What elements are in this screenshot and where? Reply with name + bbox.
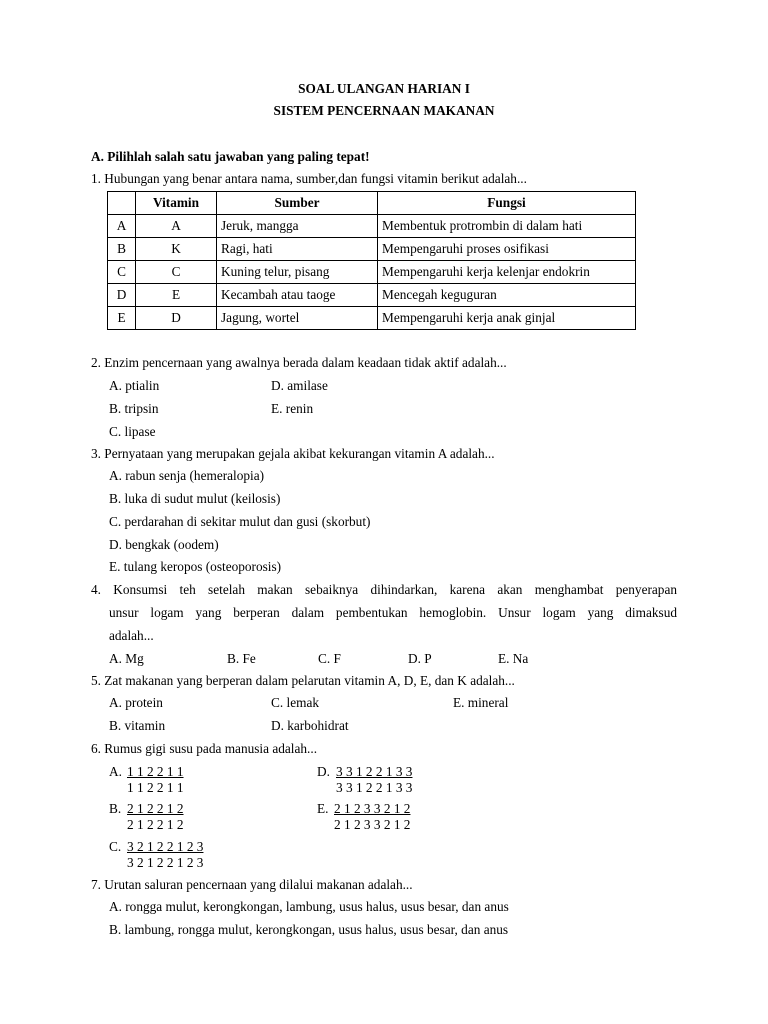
q6-option-c-formula [127, 839, 203, 871]
formula-upper-jaw: 3 2 1 2 2 1 2 3 [127, 839, 204, 854]
q3-option-c: C. perdarahan di sekitar mulut dan gusi (skorbut) [109, 514, 371, 529]
table-cell: E [108, 307, 136, 330]
q6-option-c-label: C. [109, 839, 122, 854]
question-4-line-1: 4. Konsumsi teh setelah makan sebaiknya dihindarkan, karena akan menghambat penyerapan [91, 582, 677, 597]
table-cell: K [136, 238, 217, 261]
table-header-cell: Sumber [217, 192, 378, 215]
table-cell: Jagung, wortel [217, 307, 378, 330]
table-cell: Jeruk, mangga [217, 215, 378, 238]
q2-option-a: A. ptialin [109, 378, 160, 393]
q6-option-d-label: D. [317, 764, 330, 779]
table-cell: A [108, 215, 136, 238]
q6-option-a-label: A. [109, 764, 122, 779]
q4-option-d: D. P [408, 651, 432, 666]
question-1-text: 1. Hubungan yang benar antara nama, sumber,dan fungsi vitamin berikut adalah... [91, 171, 527, 186]
page-title: SOAL ULANGAN HARIAN I [298, 81, 470, 96]
q6-option-e-label: E. [317, 801, 329, 816]
formula-lower-jaw: 2 1 2 3 3 2 1 2 [334, 816, 411, 832]
table-header-row [108, 192, 636, 215]
q3-option-a: A. rabun senja (hemeralopia) [109, 468, 265, 483]
question-7-text: 7. Urutan saluran pencernaan yang dilalui makanan adalah... [91, 877, 413, 892]
q5-option-e: E. mineral [453, 695, 509, 710]
section-a-heading: A. Pilihlah salah satu jawaban yang paling tepat! [91, 149, 370, 164]
q6-option-e-formula [334, 801, 410, 833]
question-4-line-3: adalah... [109, 628, 154, 643]
q3-option-e: E. tulang keropos (osteoporosis) [109, 559, 282, 574]
table-cell: D [108, 284, 136, 307]
question-2-text: 2. Enzim pencernaan yang awalnya berada dalam keadaan tidak aktif adalah... [91, 355, 507, 370]
q2-option-c: C. lipase [109, 424, 156, 439]
table-cell: C [136, 261, 217, 284]
formula-lower-jaw: 3 3 1 2 2 1 3 3 [336, 779, 413, 795]
question-4-line-2: unsur logam yang berperan dalam pembentukan hemoglobin. Unsur logam yang dimaksud [109, 605, 677, 620]
formula-upper-jaw: 2 1 2 3 3 2 1 2 [334, 801, 411, 816]
page-subtitle: SISTEM PENCERNAAN MAKANAN [273, 103, 495, 118]
table-cell: E [136, 284, 217, 307]
formula-lower-jaw: 3 2 1 2 2 1 2 3 [127, 854, 204, 870]
q2-option-d: D. amilase [271, 378, 328, 393]
question-3-text: 3. Pernyataan yang merupakan gejala akibat kekurangan vitamin A adalah... [91, 446, 495, 461]
table-cell: Mencegah keguguran [378, 284, 636, 307]
q4-option-c: C. F [318, 651, 341, 666]
formula-lower-jaw: 1 1 2 2 1 1 [127, 779, 184, 795]
q4-option-a: A. Mg [109, 651, 144, 666]
table-cell: Kuning telur, pisang [217, 261, 378, 284]
q4-option-e: E. Na [498, 651, 529, 666]
table-cell: Mempengaruhi kerja anak ginjal [378, 307, 636, 330]
q5-option-d: D. karbohidrat [271, 718, 349, 733]
q7-option-a: A. rongga mulut, kerongkongan, lambung, usus halus, usus besar, dan anus [109, 899, 509, 914]
q5-option-c: C. lemak [271, 695, 320, 710]
q6-option-b-formula [127, 801, 184, 833]
q5-option-b: B. vitamin [109, 718, 166, 733]
formula-upper-jaw: 2 1 2 2 1 2 [127, 801, 184, 816]
q6-option-a-formula [127, 764, 184, 796]
table-cell: Mempengaruhi proses osifikasi [378, 238, 636, 261]
table-cell: Ragi, hati [217, 238, 378, 261]
table-row [108, 307, 636, 330]
table-row [108, 284, 636, 307]
q4-option-b: B. Fe [227, 651, 256, 666]
vitamin-table [107, 191, 636, 330]
question-5-text: 5. Zat makanan yang berperan dalam pelarutan vitamin A, D, E, dan K adalah... [91, 673, 515, 688]
table-row [108, 261, 636, 284]
table-cell: B [108, 238, 136, 261]
q3-option-b: B. luka di sudut mulut (keilosis) [109, 491, 281, 506]
table-row [108, 215, 636, 238]
table-cell: Mempengaruhi kerja kelenjar endokrin [378, 261, 636, 284]
table-cell: D [136, 307, 217, 330]
formula-upper-jaw: 1 1 2 2 1 1 [127, 764, 184, 779]
table-header-cell: Vitamin [136, 192, 217, 215]
formula-lower-jaw: 2 1 2 2 1 2 [127, 816, 184, 832]
table-row [108, 238, 636, 261]
table-cell: Membentuk protrombin di dalam hati [378, 215, 636, 238]
q5-option-a: A. protein [109, 695, 163, 710]
q2-option-b: B. tripsin [109, 401, 159, 416]
q6-option-b-label: B. [109, 801, 122, 816]
table-cell: Kecambah atau taoge [217, 284, 378, 307]
table-cell: A [136, 215, 217, 238]
table-cell: C [108, 261, 136, 284]
table-header-cell [108, 192, 136, 215]
table-header-cell: Fungsi [378, 192, 636, 215]
formula-upper-jaw: 3 3 1 2 2 1 3 3 [336, 764, 413, 779]
q6-option-d-formula [336, 764, 412, 796]
q7-option-b: B. lambung, rongga mulut, kerongkongan, usus halus, usus besar, dan anus [109, 922, 509, 937]
q2-option-e: E. renin [271, 401, 314, 416]
q3-option-d: D. bengkak (oodem) [109, 537, 219, 552]
question-6-text: 6. Rumus gigi susu pada manusia adalah... [91, 741, 318, 756]
